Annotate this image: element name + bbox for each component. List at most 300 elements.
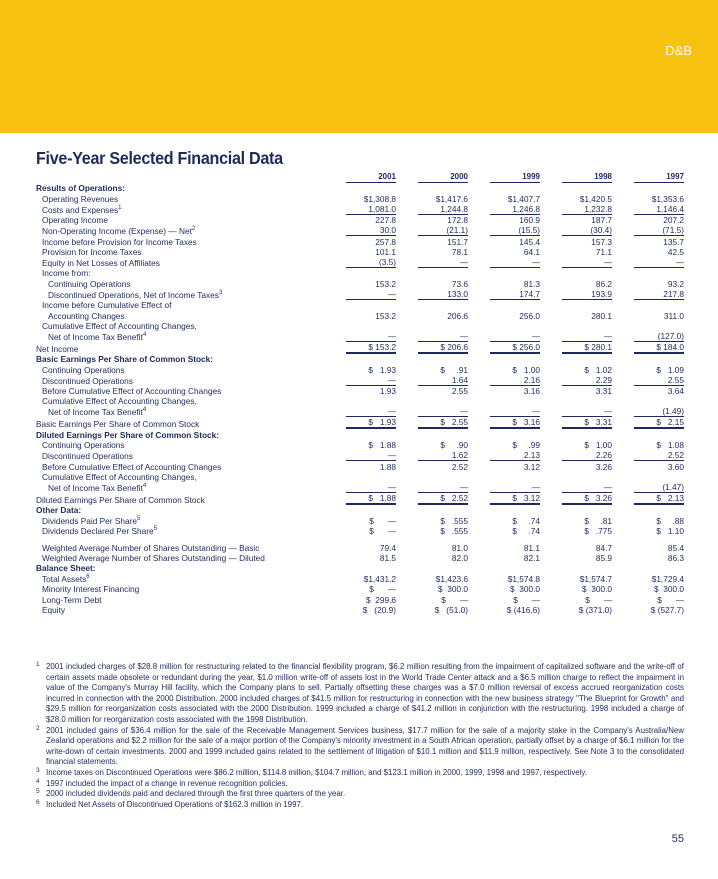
value-text: 86.2 bbox=[595, 278, 612, 289]
value-text: 257.8 bbox=[375, 236, 396, 247]
row-label bbox=[36, 526, 324, 536]
value-cell bbox=[468, 440, 540, 450]
financial-table bbox=[36, 171, 684, 615]
footnote-text: 2000 included dividends paid and declared through the first three quarters of the year. bbox=[46, 789, 346, 799]
footnote-number: 4 bbox=[36, 777, 40, 785]
value-text: $ .74 bbox=[512, 526, 540, 537]
value-text: (21.1) bbox=[418, 225, 468, 236]
value-text: $ 300.0 bbox=[582, 584, 612, 595]
row-label-text: Net Income bbox=[36, 343, 79, 354]
footnote-text: 2001 included gains of $36.4 million for the sale of the Receivable Management Services business, $17.7 million for the sale of a majority stake in the Company's Australia/New Zealand operations and $2.2 million for the sale of a major portion of the Company's minority investment in a South African operation, partially offset by a charge of $6.1 million for the write-down of certain investments. 2000 and 1999 included gains related to the settlement of litigation of $10.1 million and $11.9 million, respectively. See Note 3 to the consolidated financial statements. bbox=[46, 725, 684, 767]
value-text: 85.4 bbox=[667, 542, 684, 553]
value-cell bbox=[468, 542, 540, 552]
year-header bbox=[324, 171, 396, 183]
value-cell bbox=[540, 396, 612, 406]
table-row bbox=[36, 396, 684, 406]
value-text: $ 1.93 bbox=[346, 417, 396, 429]
value-cell bbox=[396, 584, 468, 594]
value-text: 256.0 bbox=[519, 310, 540, 321]
value-cell bbox=[540, 331, 612, 342]
value-text: — bbox=[634, 257, 684, 268]
value-cell bbox=[468, 450, 540, 461]
value-text: — bbox=[346, 289, 396, 300]
value-cell bbox=[324, 515, 396, 525]
value-text: 3.16 bbox=[523, 386, 540, 397]
value-cell bbox=[612, 386, 684, 396]
value-cell bbox=[540, 204, 612, 215]
value-text: $ 1.93 bbox=[368, 364, 396, 375]
value-text: — bbox=[562, 257, 612, 268]
value-cell bbox=[324, 375, 396, 386]
value-text: $ 2.15 bbox=[634, 417, 684, 429]
table-row bbox=[36, 257, 684, 268]
table-row bbox=[36, 493, 684, 505]
value-cell bbox=[324, 225, 396, 236]
value-cell bbox=[540, 573, 612, 583]
section-heading-row bbox=[36, 563, 684, 573]
value-text: — bbox=[490, 406, 540, 417]
value-text: $ (527.7) bbox=[650, 604, 684, 615]
value-cell bbox=[612, 321, 684, 331]
year-header bbox=[540, 171, 612, 183]
header-label-cell bbox=[36, 171, 324, 183]
value-cell bbox=[612, 204, 684, 215]
value-text: $ 206.6 bbox=[418, 342, 468, 354]
value-cell bbox=[396, 331, 468, 342]
value-text: — bbox=[346, 482, 396, 493]
value-cell bbox=[396, 375, 468, 386]
table-row bbox=[36, 573, 684, 583]
value-text: 71.1 bbox=[595, 246, 612, 257]
value-cell bbox=[324, 268, 396, 278]
value-cell bbox=[396, 542, 468, 552]
value-cell bbox=[468, 310, 540, 320]
value-text: 101.1 bbox=[375, 246, 396, 257]
value-text: 145.4 bbox=[519, 236, 540, 247]
value-cell bbox=[540, 257, 612, 268]
value-cell bbox=[324, 406, 396, 417]
row-label-text: Discontinued Operations bbox=[42, 451, 133, 462]
table-row bbox=[36, 542, 684, 552]
value-text: $ (416.6) bbox=[506, 604, 540, 615]
table-row bbox=[36, 331, 684, 342]
value-cell bbox=[468, 215, 540, 225]
value-cell bbox=[612, 257, 684, 268]
row-label-text: Weighted Average Number of Shares Outstanding — Diluted bbox=[42, 552, 265, 563]
section-heading bbox=[36, 563, 684, 573]
value-text: 172.8 bbox=[447, 215, 468, 226]
value-text: $ .555 bbox=[440, 515, 468, 526]
value-cell bbox=[468, 375, 540, 386]
value-text: 153.2 bbox=[375, 310, 396, 321]
value-text: $ .99 bbox=[512, 440, 540, 451]
page-title: Five-Year Selected Financial Data bbox=[36, 148, 283, 168]
value-text: $ .90 bbox=[440, 440, 468, 451]
value-cell bbox=[324, 236, 396, 246]
value-text: $ 1.88 bbox=[368, 440, 396, 451]
row-label bbox=[36, 225, 324, 236]
table-row bbox=[36, 247, 684, 257]
row-label bbox=[36, 321, 324, 331]
row-label-text: Continuing Operations bbox=[48, 278, 131, 289]
row-label bbox=[36, 493, 324, 505]
row-label-text: Operating Revenues bbox=[42, 193, 119, 204]
footnote-marker: 3 bbox=[218, 289, 223, 296]
value-cell bbox=[396, 342, 468, 354]
value-text: $ 153.2 bbox=[346, 342, 396, 354]
value-cell bbox=[468, 493, 540, 505]
value-text: 193.9 bbox=[562, 289, 612, 300]
value-text: $ 256.0 bbox=[490, 342, 540, 354]
value-cell bbox=[468, 257, 540, 268]
value-cell bbox=[612, 310, 684, 320]
row-label-text: Dividends Declared Per Share bbox=[42, 526, 154, 537]
value-text: (1.47) bbox=[634, 482, 684, 493]
year-header-text: 2000 bbox=[418, 172, 468, 183]
value-cell bbox=[540, 440, 612, 450]
value-cell bbox=[468, 526, 540, 536]
value-cell bbox=[612, 268, 684, 278]
section-heading-text: Results of Operations: bbox=[36, 183, 125, 194]
value-cell bbox=[324, 331, 396, 342]
value-cell bbox=[612, 542, 684, 552]
header-band bbox=[0, 0, 718, 133]
value-text: 133.0 bbox=[418, 289, 468, 300]
value-text: 78.1 bbox=[451, 246, 468, 257]
value-text: $ (371.0) bbox=[578, 604, 612, 615]
value-text: $ .74 bbox=[512, 515, 540, 526]
value-text: (71.5) bbox=[634, 225, 684, 236]
value-cell bbox=[396, 396, 468, 406]
row-label-text: Minority Interest Financing bbox=[42, 584, 140, 595]
table-row bbox=[36, 310, 684, 320]
value-text: $ .555 bbox=[440, 526, 468, 537]
value-cell bbox=[468, 300, 540, 310]
value-text: $1,574.7 bbox=[579, 573, 612, 584]
value-cell bbox=[540, 225, 612, 236]
footnote-text: Income taxes on Discontinued Operations were $86.2 million, $114.8 million, $104.7 million, and $123.1 million in 2000, 1999, 1998 and 1997, respectively. bbox=[46, 767, 587, 777]
value-text: $ 1.08 bbox=[656, 440, 684, 451]
row-label bbox=[36, 300, 324, 310]
year-header bbox=[612, 171, 684, 183]
value-text: 42.5 bbox=[667, 246, 684, 257]
table-row bbox=[36, 204, 684, 215]
value-cell bbox=[468, 573, 540, 583]
value-text: 3.60 bbox=[667, 461, 684, 472]
value-cell bbox=[612, 193, 684, 203]
value-text: 82.1 bbox=[523, 552, 540, 563]
value-cell bbox=[324, 450, 396, 461]
value-cell bbox=[612, 472, 684, 482]
value-cell bbox=[612, 289, 684, 300]
value-cell bbox=[468, 515, 540, 525]
value-text: 1.62 bbox=[418, 450, 468, 461]
value-cell bbox=[540, 461, 612, 471]
table-row bbox=[36, 605, 684, 615]
value-text: 3.31 bbox=[595, 386, 612, 397]
value-text: 30.0 bbox=[346, 225, 396, 236]
value-text: 1.88 bbox=[379, 461, 396, 472]
value-cell bbox=[468, 236, 540, 246]
value-cell bbox=[396, 461, 468, 471]
row-label-text: Before Cumulative Effect of Accounting Changes bbox=[42, 386, 222, 397]
value-cell bbox=[468, 386, 540, 396]
value-cell bbox=[396, 515, 468, 525]
row-label bbox=[36, 364, 324, 374]
section-heading-text: Other Data: bbox=[36, 505, 82, 516]
value-cell bbox=[540, 247, 612, 257]
section-heading-row bbox=[36, 505, 684, 515]
row-label bbox=[36, 605, 324, 615]
value-cell bbox=[540, 321, 612, 331]
value-cell bbox=[540, 278, 612, 288]
value-cell bbox=[396, 493, 468, 505]
row-label-text: Continuing Operations bbox=[42, 364, 125, 375]
value-cell bbox=[468, 482, 540, 493]
value-cell bbox=[612, 482, 684, 493]
value-text: 174.7 bbox=[490, 289, 540, 300]
value-cell bbox=[468, 472, 540, 482]
value-cell bbox=[396, 289, 468, 300]
value-text: $1,431.2 bbox=[363, 573, 396, 584]
table-row bbox=[36, 225, 684, 236]
value-cell bbox=[396, 204, 468, 215]
footnotes bbox=[36, 662, 684, 810]
value-cell bbox=[468, 268, 540, 278]
value-text: — bbox=[418, 406, 468, 417]
value-cell bbox=[468, 193, 540, 203]
value-cell bbox=[396, 526, 468, 536]
table-row bbox=[36, 215, 684, 225]
value-text: 311.0 bbox=[663, 310, 684, 321]
value-text: $ 299.6 bbox=[366, 594, 396, 605]
footnote bbox=[36, 789, 684, 800]
value-cell bbox=[540, 386, 612, 396]
value-cell bbox=[396, 247, 468, 257]
value-text: $ 1.00 bbox=[584, 440, 612, 451]
value-text: 160.9 bbox=[519, 215, 540, 226]
value-cell bbox=[612, 526, 684, 536]
row-label bbox=[36, 440, 324, 450]
value-cell bbox=[612, 605, 684, 615]
row-label-text: Net of Income Tax Benefit bbox=[48, 483, 143, 494]
value-cell bbox=[468, 225, 540, 236]
row-label-text: Before Cumulative Effect of Accounting Changes bbox=[42, 461, 222, 472]
row-label-text: Non-Operating Income (Expense) — Net bbox=[42, 226, 192, 237]
value-cell bbox=[324, 257, 396, 268]
value-cell bbox=[540, 553, 612, 563]
row-label-text: Accounting Changes bbox=[48, 310, 125, 321]
year-header bbox=[396, 171, 468, 183]
value-cell bbox=[324, 310, 396, 320]
value-text: $ 300.0 bbox=[438, 584, 468, 595]
footnote-number: 1 bbox=[36, 661, 40, 668]
value-cell bbox=[396, 440, 468, 450]
value-cell bbox=[540, 364, 612, 374]
value-cell bbox=[612, 440, 684, 450]
value-text: 3.12 bbox=[523, 461, 540, 472]
value-text: — bbox=[490, 482, 540, 493]
value-cell bbox=[324, 289, 396, 300]
section-heading-text: Diluted Earnings Per Share of Common Stock: bbox=[36, 429, 220, 440]
row-label-text: Long-Term Debt bbox=[42, 594, 102, 605]
value-cell bbox=[396, 386, 468, 396]
value-text: 84.7 bbox=[595, 542, 612, 553]
value-cell bbox=[324, 526, 396, 536]
row-label-text: Diluted Earnings Per Share of Common Stock bbox=[36, 495, 205, 506]
row-label bbox=[36, 215, 324, 225]
row-label bbox=[36, 553, 324, 563]
row-label bbox=[36, 542, 324, 552]
table-row bbox=[36, 193, 684, 203]
value-cell bbox=[540, 375, 612, 386]
value-text: 81.1 bbox=[523, 542, 540, 553]
row-label bbox=[36, 472, 324, 482]
row-label bbox=[36, 515, 324, 525]
row-label bbox=[36, 236, 324, 246]
row-label bbox=[36, 417, 324, 429]
table-row bbox=[36, 440, 684, 450]
table-row bbox=[36, 482, 684, 493]
row-label-text: Cumulative Effect of Accounting Changes, bbox=[42, 320, 197, 331]
table-row bbox=[36, 236, 684, 246]
value-text: 157.3 bbox=[591, 236, 612, 247]
value-text: 1.93 bbox=[379, 386, 396, 397]
value-text: $1,407.7 bbox=[507, 193, 540, 204]
footnote-marker: 6 bbox=[86, 574, 90, 580]
value-text: 135.7 bbox=[663, 236, 684, 247]
value-cell bbox=[540, 268, 612, 278]
value-text: 227.8 bbox=[375, 215, 396, 226]
value-cell bbox=[612, 493, 684, 505]
value-text: 206.6 bbox=[447, 310, 468, 321]
value-text: — bbox=[562, 331, 612, 342]
year-header-text: 2001 bbox=[346, 172, 396, 183]
value-cell bbox=[612, 450, 684, 461]
value-cell bbox=[396, 406, 468, 417]
table-row bbox=[36, 553, 684, 563]
value-text: 2.55 bbox=[634, 375, 684, 386]
row-label-text: Weighted Average Number of Shares Outstanding — Basic bbox=[42, 542, 260, 553]
value-text: $ 1.09 bbox=[656, 364, 684, 375]
value-text: — bbox=[346, 331, 396, 342]
row-label-text: Discontinued Operations, Net of Income Taxes bbox=[48, 289, 219, 300]
table-row bbox=[36, 417, 684, 429]
value-cell bbox=[396, 310, 468, 320]
value-cell bbox=[540, 406, 612, 417]
footnote-text: 2001 included charges of $28.8 million for restructuring related to the financial flexibility program, $6.2 million resulting from the impairment of capitalized software and the write-off of certain assets made obsolete or redundant during the year, $1.0 million write-off of assets lost in the World Trade Center attack and a $6.5 million charge to reflect the impairment in value of the Company's Murray Hill facility, which the Company plans to sell. Partially offsetting these charges was a $7.0 million reversal of excess accrued reorganization costs incurred in connection with the 2000 Distribution. 2000 included charges of $41.5 million for restructuring in connection with the new business strategy "The Blueprint for Growth" and $29.5 million for reorganization costs associated with the 2000 Distribution. 1999 included a charge of $41.2 million in conjunction with the restructuring. 1998 included a charge of $28.0 million for reorganization costs associated with the 1998 Distribution. bbox=[46, 662, 684, 724]
value-cell bbox=[468, 247, 540, 257]
value-text: $ — bbox=[585, 594, 612, 605]
value-cell bbox=[540, 542, 612, 552]
row-label bbox=[36, 375, 324, 386]
value-cell bbox=[396, 605, 468, 615]
value-text: 187.7 bbox=[591, 215, 612, 226]
value-cell bbox=[396, 450, 468, 461]
value-cell bbox=[612, 215, 684, 225]
table-row bbox=[36, 406, 684, 417]
value-text: — bbox=[418, 331, 468, 342]
value-cell bbox=[540, 450, 612, 461]
row-label-text: Income before Provision for Income Taxes bbox=[42, 236, 197, 247]
value-text: $1,308.8 bbox=[363, 193, 396, 204]
table-row bbox=[36, 364, 684, 374]
value-text: $ 3.16 bbox=[490, 417, 540, 429]
value-text: $ 2.52 bbox=[418, 493, 468, 505]
value-cell bbox=[324, 553, 396, 563]
table-row bbox=[36, 289, 684, 300]
value-cell bbox=[324, 215, 396, 225]
value-cell bbox=[612, 300, 684, 310]
footnote bbox=[36, 662, 684, 726]
row-label bbox=[36, 193, 324, 203]
value-cell bbox=[612, 553, 684, 563]
footnote bbox=[36, 726, 684, 768]
row-label-text: Cumulative Effect of Accounting Changes, bbox=[42, 472, 197, 483]
footnote bbox=[36, 779, 684, 790]
value-cell bbox=[324, 472, 396, 482]
value-text: $ 1.00 bbox=[512, 364, 540, 375]
row-label bbox=[36, 268, 324, 278]
row-label-text: Basic Earnings Per Share of Common Stock bbox=[36, 419, 200, 430]
value-text: $ 3.31 bbox=[562, 417, 612, 429]
value-text: 1,232.8 bbox=[562, 204, 612, 215]
table-row bbox=[36, 300, 684, 310]
row-label-text: Discontinued Operations bbox=[42, 375, 133, 386]
row-label bbox=[36, 204, 324, 215]
row-label bbox=[36, 331, 324, 342]
table-row bbox=[36, 594, 684, 604]
brand-label: D&B bbox=[665, 43, 692, 58]
value-text: — bbox=[562, 482, 612, 493]
footnote-marker: 5 bbox=[137, 516, 141, 523]
value-cell bbox=[396, 300, 468, 310]
value-text: 2.52 bbox=[451, 461, 468, 472]
section-heading bbox=[36, 429, 684, 439]
value-cell bbox=[612, 584, 684, 594]
page-number: 55 bbox=[671, 833, 684, 845]
value-cell bbox=[612, 247, 684, 257]
value-text: 3.64 bbox=[667, 386, 684, 397]
section-heading bbox=[36, 505, 684, 515]
row-label bbox=[36, 450, 324, 461]
value-cell bbox=[396, 215, 468, 225]
value-text: 2.13 bbox=[490, 450, 540, 461]
value-text: $1,574.8 bbox=[507, 573, 540, 584]
value-cell bbox=[324, 573, 396, 583]
value-cell bbox=[540, 526, 612, 536]
row-label bbox=[36, 396, 324, 406]
financial-table-body bbox=[36, 171, 684, 615]
value-cell bbox=[324, 594, 396, 604]
value-cell bbox=[324, 300, 396, 310]
row-label-text: Net of Income Tax Benefit bbox=[48, 407, 143, 418]
section-heading bbox=[36, 354, 684, 364]
section-heading-text: Balance Sheet: bbox=[36, 563, 96, 574]
value-cell bbox=[612, 417, 684, 429]
row-label-text: Operating Income bbox=[42, 215, 108, 226]
value-text: 280.1 bbox=[591, 310, 612, 321]
value-cell bbox=[468, 406, 540, 417]
table-row bbox=[36, 278, 684, 288]
value-cell bbox=[324, 493, 396, 505]
table-row bbox=[36, 472, 684, 482]
row-label-text: Costs and Expenses bbox=[42, 204, 119, 215]
value-cell bbox=[324, 440, 396, 450]
value-text: 2.26 bbox=[562, 450, 612, 461]
value-cell bbox=[396, 257, 468, 268]
value-cell bbox=[468, 342, 540, 354]
